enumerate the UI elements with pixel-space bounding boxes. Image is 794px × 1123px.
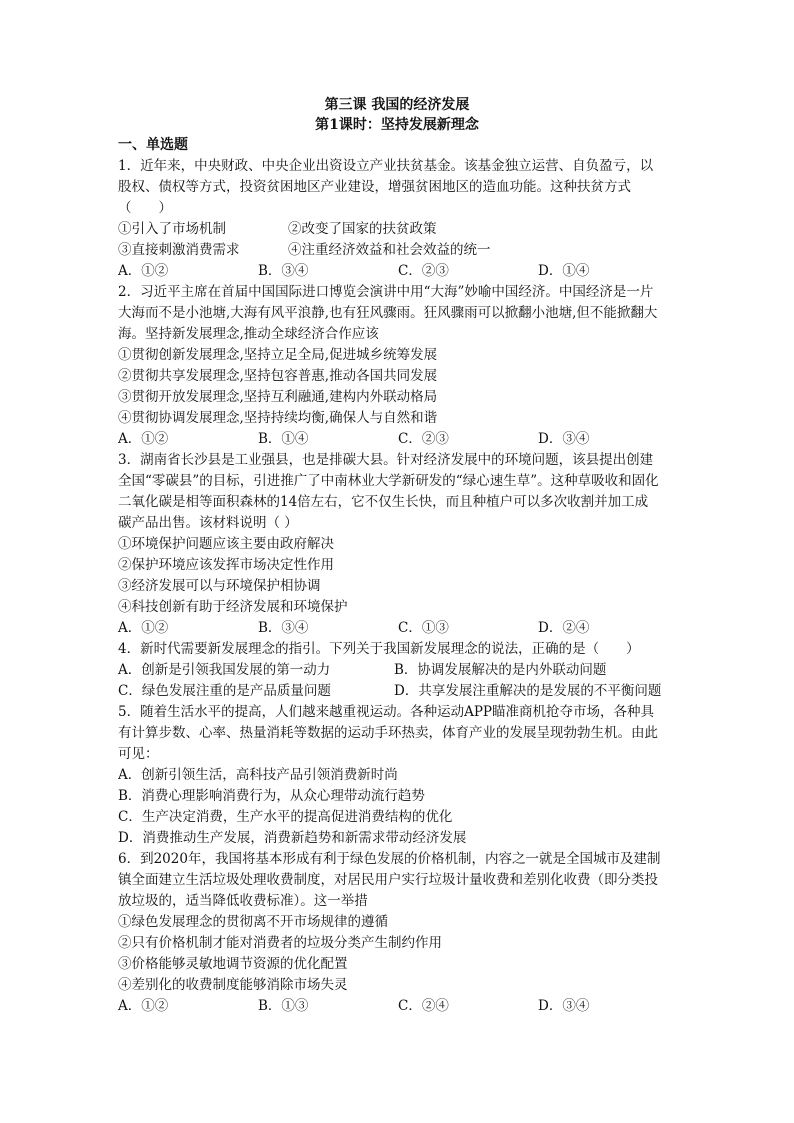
option-a: A．①②: [118, 431, 169, 447]
option-d: D．消费推动生产发展，消费新趋势和新需求带动经济发展: [118, 830, 467, 846]
question-3: [118, 450, 676, 639]
question-2: [118, 282, 676, 450]
option-d: D．③④: [538, 431, 590, 447]
option-a: A．创新是引领我国发展的第一动力: [118, 662, 331, 678]
option-c: C．②③: [398, 431, 449, 447]
question-text: 6．到2020年，我国将基本形成有利于绿色发展的价格机制，内容之一就是全国城市及建制: [118, 851, 661, 867]
statement: ③价格能够灵敏地调节资源的优化配置: [118, 956, 348, 972]
question-text: 放垃圾的，适当降低收费标准）。这一举措: [118, 893, 368, 909]
question-text: 碳产品出售。该材料说明（ ）: [118, 515, 298, 531]
option-c: C．生产决定消费，生产水平的提高促进消费结构的优化: [118, 809, 453, 825]
statement: ④科技创新有助于经济发展和环境保护: [118, 599, 348, 615]
question-text: 3．湖南省长沙县是工业强县，也是排碳大县。针对经济发展中的环境问题，该县提出创建: [118, 452, 654, 468]
question-text: 大海而不是小池塘,大海有风平浪静,也有狂风骤雨。狂风骤雨可以掀翻小池塘,但不能掀翻大: [118, 305, 658, 321]
question-text: 5．随着生活水平的提高，人们越来越重视运动。各种运动APP瞄准商机抢夺市场，各种具: [118, 704, 655, 720]
question-text: 有计算步数、心率、热量消耗等数据的运动手环热卖，体育产业的发展呈现勃勃生机。由此: [118, 725, 658, 741]
statement: ④注重经济效益和社会效益的统一: [288, 242, 491, 258]
statement-row: [118, 219, 676, 240]
question-6: [118, 849, 676, 1017]
document-subtitle: 第1课时：坚持发展新理念: [315, 117, 479, 133]
statement: ④差别化的收费制度能够消除市场失灵: [118, 977, 348, 993]
question-5: [118, 702, 676, 849]
option-b: B．③④: [258, 263, 309, 279]
option-c: C．①③: [398, 620, 449, 636]
question-text: 1．近年来，中央财政、中央企业出资设立产业扶贫基金。该基金独立运营、自负盈亏，以: [118, 158, 654, 174]
statement-row: [118, 240, 676, 261]
question-text: 全国“零碳县”的目标，引进推广了中南林业大学新研发的“绿心速生草”。这种草吸收和固化: [118, 473, 659, 489]
document-title: 第三课 我国的经济发展: [324, 97, 470, 113]
option-c: C．②③: [398, 263, 449, 279]
question-text: 2．习近平主席在首届中国国际进口博览会演讲中用“大海”妙喻中国经济。中国经济是一片: [118, 284, 654, 300]
answer-options: [118, 618, 676, 639]
question-4: [118, 639, 676, 702]
question-text: 海。坚持新发展理念,推动全球经济合作应该: [118, 326, 379, 342]
answer-options: [118, 996, 676, 1017]
statement: ③经济发展可以与环境保护相协调: [118, 578, 321, 594]
statement: ③直接刺激消费需求: [118, 242, 240, 258]
statement: ②改变了国家的扶贫政策: [288, 221, 437, 237]
option-d: D．②④: [538, 620, 590, 636]
option-a: A．创新引领生活，高科技产品引领消费新时尚: [118, 767, 398, 783]
statement: ②只有价格机制才能对消费者的垃圾分类产生制约作用: [118, 935, 442, 951]
statement: ①环境保护问题应该主要由政府解决: [118, 536, 334, 552]
section-heading: 一、单选题: [118, 137, 188, 153]
question-text: 可见：: [118, 746, 159, 762]
option-c: C．②④: [398, 998, 449, 1014]
option-d: D．共享发展注重解决的是发展的不平衡问题: [394, 683, 662, 699]
statement: ③贯彻开放发展理念,坚持互利融通,建构内外联动格局: [118, 389, 438, 405]
question-text: 镇全面建立生活垃圾处理收费制度，对居民用户实行垃圾计量收费和差别化收费（即分类投: [118, 872, 658, 888]
option-b: B．①③: [258, 998, 309, 1014]
option-a: A．①②: [118, 998, 169, 1014]
option-a: A．①②: [118, 620, 169, 636]
statement: ④贯彻协调发展理念,坚持持续均衡,确保人与自然和谐: [118, 410, 438, 426]
option-b: B．③④: [258, 620, 309, 636]
answer-options: [118, 429, 676, 450]
statement: ①绿色发展理念的贯彻离不开市场规律的遵循: [118, 914, 388, 930]
question-text: （ ）: [118, 200, 172, 216]
question-text: 二氧化碳是相等面积森林的14倍左右，它不仅生长快，而且种植户可以多次收割并加工成: [118, 494, 649, 510]
option-a: A．①②: [118, 263, 169, 279]
option-d: D．①④: [538, 263, 590, 279]
option-b: B．①④: [258, 431, 309, 447]
question-1: [118, 156, 676, 282]
option-d: D．③④: [538, 998, 590, 1014]
question-text: 4．新时代需要新发展理念的指引。下列关于我国新发展理念的说法，正确的是（ ）: [118, 641, 640, 657]
answer-options: [118, 660, 676, 681]
statement: ①引入了市场机制: [118, 221, 226, 237]
statement: ②贯彻共享发展理念,坚持包容普惠,推动各国共同发展: [118, 368, 438, 384]
option-b: B．消费心理影响消费行为，从众心理带动流行趋势: [118, 788, 425, 804]
option-c: C．绿色发展注重的是产品质量问题: [118, 683, 331, 699]
question-text: 股权、债权等方式，投资贫困地区产业建设，增强贫困地区的造血功能。这种扶贫方式: [118, 179, 631, 195]
answer-options: [118, 681, 676, 702]
answer-options: [118, 261, 676, 282]
statement: ①贯彻创新发展理念,坚持立足全局,促进城乡统筹发展: [118, 347, 438, 363]
statement: ②保护环境应该发挥市场决定性作用: [118, 557, 334, 573]
option-b: B．协调发展解决的是内外联动问题: [394, 662, 607, 678]
